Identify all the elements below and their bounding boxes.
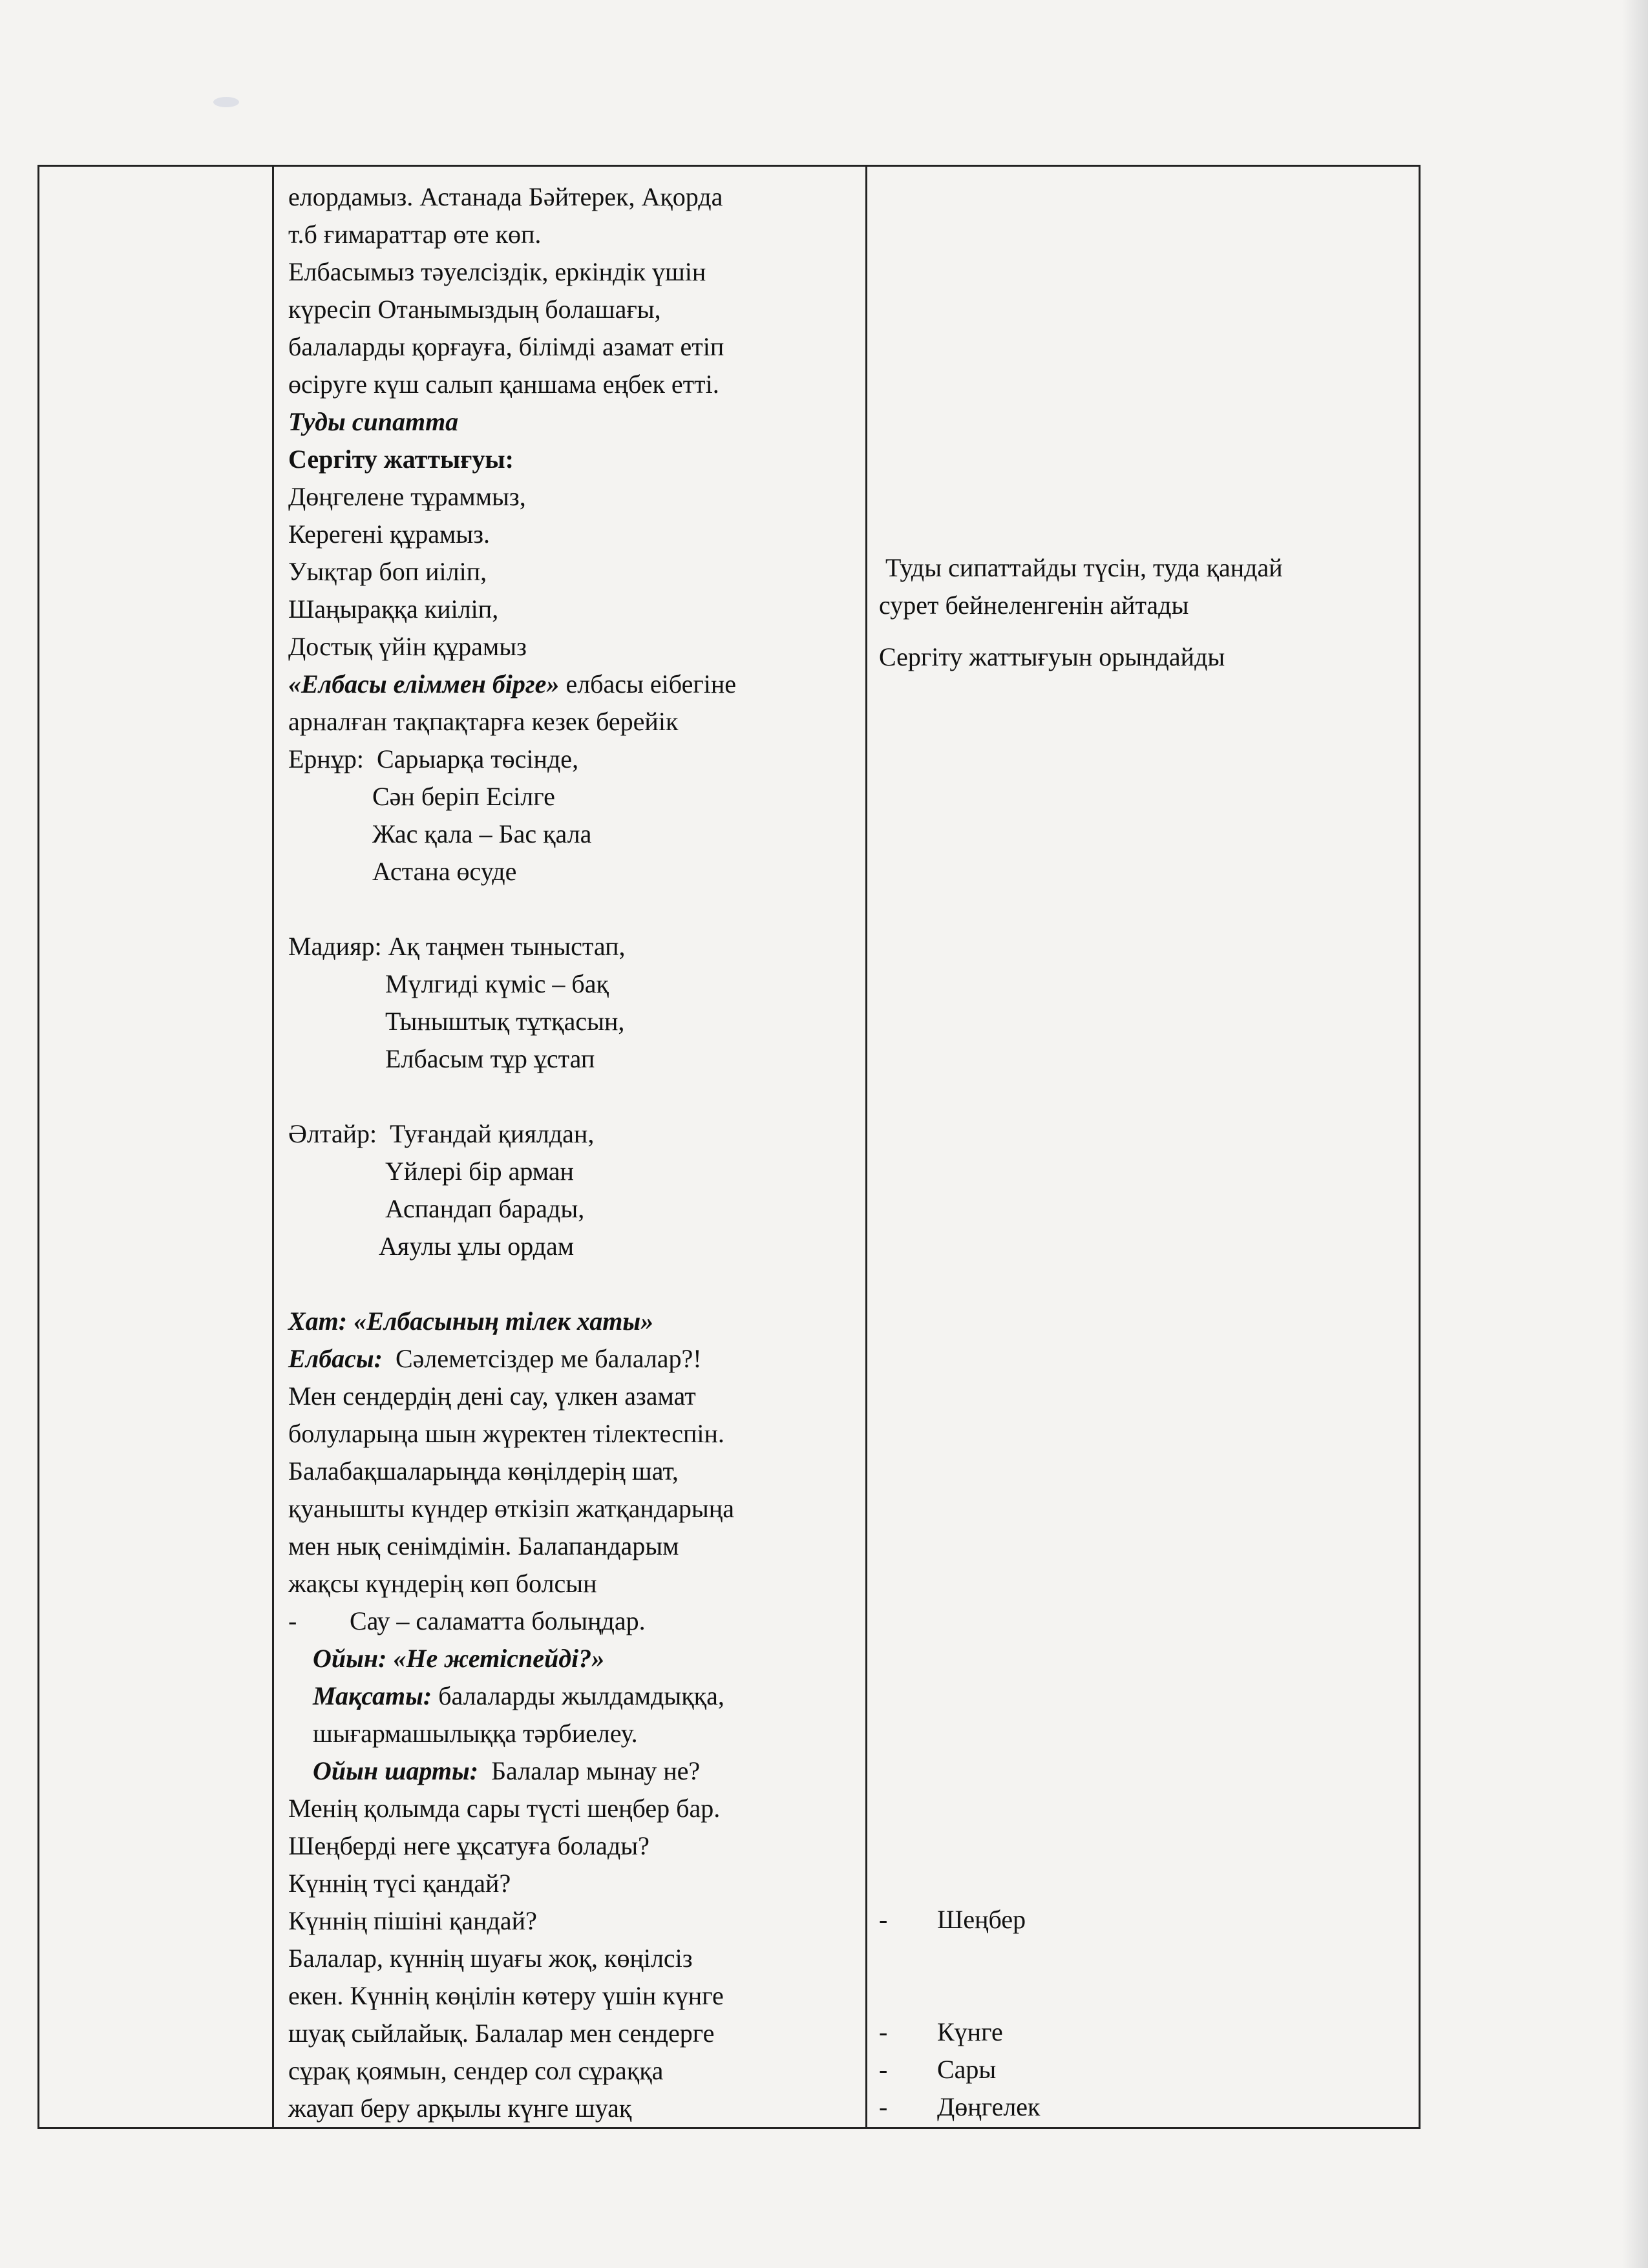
- list-item-text: Күнге: [937, 2017, 1003, 2046]
- list-bullet: -: [879, 1905, 888, 1934]
- text-line: шуақ сыйлайық. Балалар мен сендерге: [288, 2019, 715, 2048]
- list-item-text: Дөңгелек: [937, 2092, 1041, 2121]
- section-heading: Ойын: «Не жетіспейді?»: [313, 1644, 605, 1673]
- list-item: [867, 1901, 1419, 1938]
- list-bullet: -: [288, 1606, 297, 1635]
- text-line: өсіруге күш салып қаншама еңбек етті.: [288, 370, 719, 399]
- text-line: [274, 666, 865, 703]
- lesson-plan-table: [37, 165, 1421, 2129]
- poem-title: «Елбасы еліммен бірге»: [288, 669, 560, 698]
- list-item: [274, 1602, 865, 1640]
- poem-line: Сән беріп Есілге: [288, 782, 555, 811]
- text-line: екен. Күннің көңілін көтеру үшін күнге: [288, 1981, 724, 2010]
- poem-line: Жас қала – Бас қала: [288, 819, 592, 848]
- stage-column-cell: [39, 166, 273, 2128]
- poem-line: Аспандап барады,: [288, 1194, 585, 1223]
- text-line: Шеңберді неге ұқсатуға болады?: [288, 1831, 650, 1860]
- text-fragment: Балалар мынау не?: [478, 1756, 701, 1785]
- page-edge-shadow: [1622, 0, 1648, 2268]
- poem-line: Тыныштық тұтқасын,: [288, 1007, 625, 1036]
- spacer: [867, 1938, 1419, 2013]
- section-heading: Хат: «Елбасының тілек хаты»: [288, 1307, 654, 1336]
- text-line: шығармашылыққа тәрбиелеу.: [313, 1719, 638, 1748]
- text-line: арналған тақпақтарға кезек берейік: [288, 707, 679, 736]
- text-line: [274, 1340, 865, 1378]
- text-line: қуанышты күндер өткізіп жатқандарыңа: [288, 1494, 734, 1523]
- text-line: сурет бейнеленгенін айтады: [879, 591, 1189, 620]
- text-line: елордамыз. Астанада Бәйтерек, Ақорда: [288, 182, 723, 211]
- list-item: [867, 2013, 1419, 2051]
- text-fragment: елбасы еібегіне: [559, 669, 737, 698]
- section-heading: Сергіту жаттығуы:: [288, 445, 514, 474]
- scan-smudge: [213, 97, 239, 107]
- list-item: [867, 2088, 1419, 2126]
- text-line: Мен сендердің дені сау, үлкен азамат: [288, 1381, 696, 1411]
- text-line: жақсы күндерің көп болсын: [288, 1569, 597, 1598]
- text-line: Уықтар боп иіліп,: [288, 557, 487, 586]
- text-line: Достық үйін құрамыз: [288, 632, 527, 661]
- teacher-activity-cell: [273, 166, 867, 2128]
- text-line: Елбасымыз тәуелсіздік, еркіндік үшін: [288, 257, 706, 286]
- poem-line: Аяулы ұлы ордам: [288, 1232, 575, 1261]
- text-line: балаларды қорғауға, білімді азамат етіп: [288, 332, 724, 361]
- list-item-text: Шеңбер: [937, 1905, 1026, 1934]
- text-line: Шаңыраққа киіліп,: [288, 594, 499, 624]
- poem-line: Астана өсуде: [288, 857, 517, 886]
- text-line: [274, 1677, 865, 1715]
- text-line: мен нық сенімдімін. Балапандарым: [288, 1531, 679, 1560]
- text-line: [274, 1752, 865, 1790]
- field-label: Ойын шарты:: [313, 1756, 479, 1785]
- spacer: [867, 167, 1419, 549]
- spacer: [867, 624, 1419, 638]
- text-line: болуларыңа шын жүректен тілектеспін.: [288, 1419, 724, 1448]
- poem-line: Үйлері бір арман: [288, 1157, 574, 1186]
- text-line: сұрақ қоямын, сендер сол сұраққа: [288, 2056, 664, 2085]
- text-line: т.б ғимараттар өте көп.: [288, 220, 542, 249]
- text-fragment: балаларды жылдамдыққа,: [432, 1681, 724, 1710]
- field-label: Мақсаты:: [313, 1681, 432, 1710]
- list-bullet: -: [879, 2092, 888, 2121]
- speaker-label: Елбасы:: [288, 1344, 383, 1373]
- list-item-text: Сары: [937, 2055, 997, 2084]
- poem-line: Мадияр: Ақ таңмен тыныстап,: [288, 932, 626, 961]
- section-heading: Туды сипатта: [288, 407, 459, 436]
- text-line: Сергіту жаттығуын орындайды: [879, 642, 1225, 671]
- text-line: Туды сипаттайды түсін, туда қандай: [879, 553, 1283, 582]
- table-row: [39, 166, 1420, 2128]
- text-line: Менің қолымда сары түсті шеңбер бар.: [288, 1794, 721, 1823]
- text-fragment: Сәлеметсіздер ме балалар?!: [383, 1344, 702, 1373]
- poem-line: Әлтайр: Туғандай қиялдан,: [288, 1119, 595, 1148]
- poem-line: Ернұр: Сарыарқа төсінде,: [288, 744, 579, 773]
- spacer: [867, 676, 1419, 1901]
- spacer: [274, 1265, 865, 1303]
- text-line: күресіп Отанымыздың болашағы,: [288, 295, 661, 324]
- text-line: Балабақшаларыңда көңілдерің шат,: [288, 1456, 679, 1486]
- text-line: Күннің пішіні қандай?: [288, 1906, 537, 1935]
- poem-line: Елбасым тұр ұстап: [288, 1044, 595, 1073]
- spacer: [274, 1078, 865, 1115]
- list-bullet: -: [879, 2055, 888, 2084]
- text-line: жауап беру арқылы күнге шуақ: [288, 2094, 632, 2123]
- child-activity-cell: [867, 166, 1420, 2128]
- text-line: Дөңгелене тұраммыз,: [288, 482, 526, 511]
- text-line: Күннің түсі қандай?: [288, 1869, 511, 1898]
- poem-line: Мүлгиді күміс – бақ: [288, 969, 609, 998]
- list-bullet: -: [879, 2017, 888, 2046]
- list-item: [867, 2051, 1419, 2088]
- text-line: Керегені құрамыз.: [288, 520, 490, 549]
- list-item-text: Сау – саламатта болыңдар.: [350, 1606, 646, 1635]
- spacer: [274, 890, 865, 928]
- text-line: Балалар, күннің шуағы жоқ, көңілсіз: [288, 1944, 693, 1973]
